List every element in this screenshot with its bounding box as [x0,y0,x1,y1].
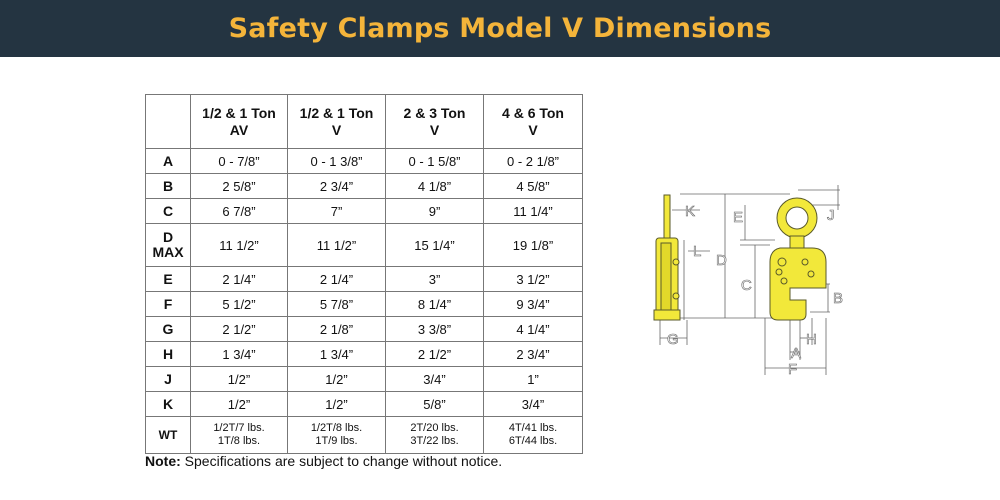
table-cell: 6 7/8” [191,199,288,224]
label-b: B [833,290,844,307]
table-cell: 5/8” [386,392,484,417]
row-label-line1: D [162,229,174,245]
column-header-line2: AV [229,121,249,138]
column-header-line2: V [528,121,538,138]
label-l: L [693,243,702,260]
column-header-line2: V [331,121,342,138]
table-header-row [146,95,583,149]
table-cell: 4 1/8” [386,174,484,199]
table-cell: 1 3/4” [288,342,386,367]
label-j: J [827,207,835,224]
table-cell: 19 1/8” [484,224,583,267]
column-header [484,95,583,149]
table-row [146,392,583,417]
table-cell: 2 3/4” [288,174,386,199]
weight-line2: 3T/22 lbs. [410,435,459,447]
table-cell: 2 1/4” [191,267,288,292]
title-banner [0,0,1000,57]
table-cell: 2 1/2” [191,317,288,342]
table-cell: 3 1/2” [484,267,583,292]
table-cell: 11 1/2” [288,224,386,267]
column-header [386,95,484,149]
table-cell: 11 1/2” [191,224,288,267]
note-text: Specifications are subject to change without notice. [180,453,503,469]
table-cell: 8 1/4” [386,292,484,317]
table-row [146,342,583,367]
weight-line2: 6T/44 lbs. [508,435,558,447]
table-cell: 0 - 1 3/8” [288,149,386,174]
table-cell: 3/4” [386,367,484,392]
table-cell: 5 1/2” [191,292,288,317]
weight-line1: 4T/41 lbs. [508,422,558,434]
label-f: F [788,361,798,378]
dimensions-table [145,94,583,454]
table-row [146,224,583,267]
clamp-front-view [770,198,826,320]
table-cell: 5 7/8” [288,292,386,317]
table-cell: 2 3/4” [484,342,583,367]
table-row [146,317,583,342]
page-title: Safety Clamps Model V Dimensions [228,13,772,44]
corner-cell [146,95,191,149]
row-label: B [146,174,191,199]
note [145,453,502,469]
table-cell: 3 3/8” [386,317,484,342]
column-header-line1: 1/2 & 1 Ton [202,104,276,121]
weight-line1: 2T/20 lbs. [410,422,459,434]
table-row-weight [146,417,583,454]
table-cell: 2 1/2” [386,342,484,367]
weight-cell [484,417,583,454]
column-header [288,95,386,149]
table-cell: 4 1/4” [484,317,583,342]
table-cell: 0 - 1 5/8” [386,149,484,174]
row-label: E [146,267,191,292]
label-a: A [791,345,802,362]
row-label: G [146,317,191,342]
table-row [146,149,583,174]
row-label: A [146,149,191,174]
table-cell: 1/2” [191,367,288,392]
table-cell: 1/2” [288,367,386,392]
table-cell: 1/2” [191,392,288,417]
table-cell: 3” [386,267,484,292]
table-cell: 1 3/4” [191,342,288,367]
table-row [146,367,583,392]
column-header-line2: V [429,121,440,138]
weight-line1: 1/2T/8 lbs. [310,422,363,434]
table-cell: 9” [386,199,484,224]
table-row [146,292,583,317]
table-cell: 0 - 7/8” [191,149,288,174]
row-label: WT [146,417,191,454]
table-cell: 2 1/4” [288,267,386,292]
label-g: G [667,331,679,348]
table-row [146,174,583,199]
table-cell: 2 1/8” [288,317,386,342]
table-cell: 2 5/8” [191,174,288,199]
weight-cell [191,417,288,454]
label-c: C [741,277,752,294]
clamp-diagram [640,180,870,385]
row-label: H [146,342,191,367]
row-label: J [146,367,191,392]
table-cell: 3/4” [484,392,583,417]
table-cell: 1” [484,367,583,392]
table-row [146,267,583,292]
column-header-line1: 1/2 & 1 Ton [299,104,374,121]
weight-cell [288,417,386,454]
note-label: Note: [145,453,181,469]
label-d: D [716,252,727,269]
table-cell: 7” [288,199,386,224]
table-cell: 0 - 2 1/8” [484,149,583,174]
label-h: H [806,331,817,348]
table-row [146,199,583,224]
label-k: K [685,203,696,220]
table-cell: 1/2” [288,392,386,417]
row-label [146,224,191,267]
clamp-side-view [654,195,680,320]
weight-line2: 1T/9 lbs. [315,435,358,447]
row-label: K [146,392,191,417]
weight-cell [386,417,484,454]
row-label: C [146,199,191,224]
row-label: F [146,292,191,317]
weight-line1: 1/2T/7 lbs. [213,422,265,434]
column-header-line1: 2 & 3 Ton [403,104,466,121]
table-cell: 11 1/4” [484,199,583,224]
table-cell: 4 5/8” [484,174,583,199]
table-cell: 9 3/4” [484,292,583,317]
weight-line2: 1T/8 lbs. [217,435,261,447]
column-header-line1: 4 & 6 Ton [502,104,564,121]
table-cell: 15 1/4” [386,224,484,267]
column-header [191,95,288,149]
row-label-line2: MAX [152,244,184,260]
label-e: E [733,209,744,226]
